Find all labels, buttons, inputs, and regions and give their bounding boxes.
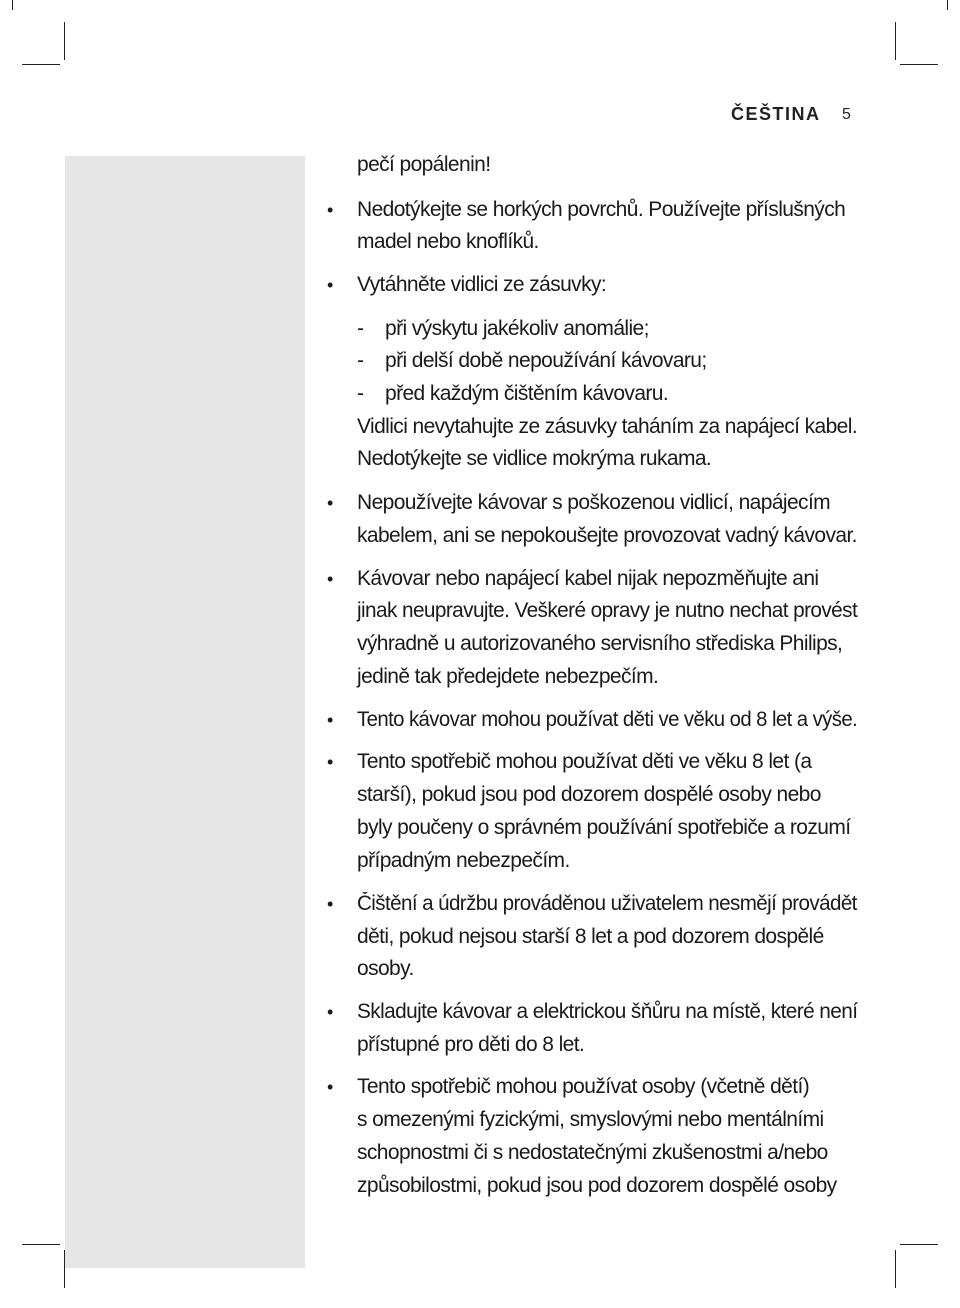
body-text-line: s omezenými fyzickými, smyslovými nebo mentálními bbox=[357, 1108, 824, 1131]
intro-line: pečí popálenin! bbox=[357, 153, 491, 176]
bullet-icon: • bbox=[327, 1002, 334, 1022]
crop-mark bbox=[64, 22, 65, 60]
language-label: ČEŠTINA bbox=[731, 104, 821, 124]
body-text-line: Vidlici nevytahujte ze zásuvky taháním za napájecí kabel. bbox=[357, 415, 858, 438]
dash-item: při výskytu jakékoliv anomálie; bbox=[385, 317, 649, 340]
dash-icon: - bbox=[357, 317, 364, 340]
body-text-line: případným nebezpečím. bbox=[357, 849, 570, 872]
crop-mark bbox=[895, 22, 896, 60]
body-text-line: výhradně u autorizovaného servisního střediska Philips, bbox=[357, 632, 843, 655]
bullet-icon: • bbox=[327, 1077, 334, 1097]
body-text-line: Tento spotřebič mohou používat osoby (včetně dětí) bbox=[357, 1075, 810, 1098]
body-text-line: Čištění a údržbu prováděnou uživatelem nesmějí provádět bbox=[357, 892, 857, 915]
bullet-icon: • bbox=[327, 710, 334, 730]
bullet-icon: • bbox=[327, 569, 334, 589]
bullet-icon: • bbox=[327, 275, 334, 295]
crop-mark bbox=[895, 1250, 896, 1288]
body-text-line: Nepoužívejte kávovar s poškozenou vidlicí, napájecím bbox=[357, 491, 831, 514]
body-text-line: jedině tak předejdete nebezpečím. bbox=[357, 665, 659, 688]
dash-item: před každým čištěním kávovaru. bbox=[385, 382, 669, 405]
body-text-line: Kávovar nebo napájecí kabel nijak nepozměňujte ani bbox=[357, 567, 819, 590]
body-text-line: děti, pokud nejsou starší 8 let a pod dozorem dospělé bbox=[357, 925, 824, 948]
body-text-line: starší), pokud jsou pod dozorem dospělé osoby nebo bbox=[357, 783, 821, 806]
bullet-icon: • bbox=[327, 752, 334, 772]
dash-icon: - bbox=[357, 349, 364, 372]
bullet-icon: • bbox=[327, 894, 334, 914]
body-text-line: Skladujte kávovar a elektrickou šňůru na místě, které není bbox=[357, 1000, 858, 1023]
body-text-line: Nedotýkejte se horkých povrchů. Používejte příslušných bbox=[357, 198, 846, 221]
crop-mark bbox=[22, 1244, 60, 1245]
body-text-line: jinak neupravujte. Veškeré opravy je nutno nechat provést bbox=[357, 599, 858, 622]
page-number: 5 bbox=[842, 106, 851, 123]
body-text-line: Nedotýkejte se vidlice mokrýma rukama. bbox=[357, 447, 712, 470]
body-text-line: Tento kávovar mohou používat děti ve věku od 8 let a výše. bbox=[357, 708, 858, 731]
body-text-line: schopnostmi či s nedostatečnými zkušenostmi a/nebo bbox=[357, 1141, 828, 1164]
body-text-line: Tento spotřebič mohou používat děti ve věku 8 let (a bbox=[357, 750, 812, 773]
body-text-line: přístupné pro děti do 8 let. bbox=[357, 1033, 585, 1056]
crop-mark bbox=[947, 0, 948, 10]
dash-icon: - bbox=[357, 382, 364, 405]
body-text-line: byly poučeny o správném používání spotřebiče a rozumí bbox=[357, 816, 851, 839]
sidebar-panel bbox=[65, 156, 305, 1268]
body-text-line: kabelem, ani se nepokoušejte provozovat vadný kávovar. bbox=[357, 524, 857, 547]
crop-mark bbox=[22, 64, 60, 65]
body-text-line: způsobilostmi, pokud jsou pod dozorem dospělé osoby bbox=[357, 1174, 837, 1197]
crop-mark bbox=[900, 1244, 938, 1245]
dash-item: při delší době nepoužívání kávovaru; bbox=[385, 349, 707, 372]
body-text-line: Vytáhněte vidlici ze zásuvky: bbox=[357, 273, 607, 296]
body-text-line: osoby. bbox=[357, 957, 414, 980]
bullet-icon: • bbox=[327, 200, 334, 220]
body-text-line: madel nebo knoflíků. bbox=[357, 230, 539, 253]
crop-mark bbox=[900, 64, 938, 65]
crop-mark bbox=[12, 0, 13, 10]
bullet-icon: • bbox=[327, 493, 334, 513]
